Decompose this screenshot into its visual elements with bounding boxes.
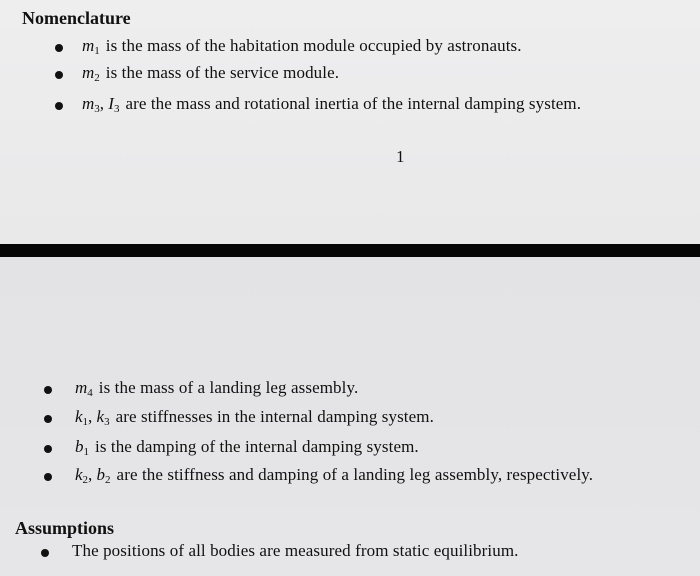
nomenclature-item-m4 [44,379,358,399]
nomenclature-item-b1 [44,438,419,458]
bullet-icon [55,71,63,79]
page-number: 1 [396,147,405,166]
nomenclature-heading: Nomenclature [22,8,131,28]
nomenclature-item-k1-k3 [44,408,434,428]
bullet-icon [44,415,52,423]
symbol: $m_3$, $I_3$ [82,94,120,115]
symbol: $m_2$ [82,63,100,84]
item-text: The positions of all bodies are measured from static equilibrium. [72,541,519,560]
assumption-item [41,542,519,561]
bullet-icon [41,549,49,557]
item-text: are the stiffness and damping of a landing leg assembly, respectively. [116,465,594,484]
symbol: $k_1$, $k_3$ [75,407,110,428]
symbol: $b_1$ [75,437,89,458]
bullet-icon [44,445,52,453]
item-text: is the mass of the habitation module occupied by astronauts. [105,36,522,55]
symbol: $m_4$ [75,378,93,399]
nomenclature-item-k2-b2 [44,466,593,486]
page-divider [0,244,700,257]
bullet-icon [55,44,63,52]
nomenclature-item-m3-i3 [55,95,581,115]
nomenclature-item-m1 [55,37,522,57]
nomenclature-item-m2 [55,64,339,84]
bullet-icon [55,102,63,110]
assumptions-heading: Assumptions [15,518,115,538]
symbol: $m_1$ [82,36,100,57]
item-text: are the mass and rotational inertia of the internal damping system. [125,94,582,113]
item-text: is the damping of the internal damping system. [95,437,419,456]
bullet-icon [44,386,52,394]
symbol: $k_2$, $b_2$ [75,465,111,486]
item-text: is the mass of a landing leg assembly. [98,378,359,397]
bullet-icon [44,473,52,481]
item-text: is the mass of the service module. [105,63,340,82]
item-text: are stiffnesses in the internal damping system. [115,407,434,426]
